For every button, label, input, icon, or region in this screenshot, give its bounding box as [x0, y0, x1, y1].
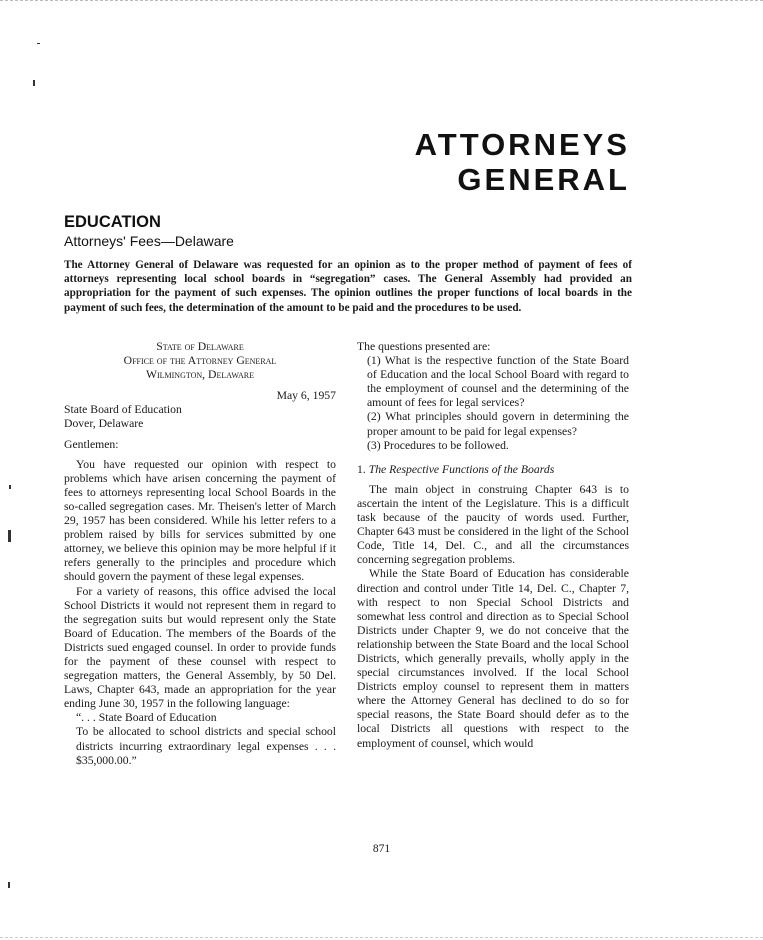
letter-date: May 6, 1957 [276, 389, 336, 403]
scan-edge-top [0, 0, 763, 1]
page-number: 871 [372, 843, 391, 855]
section-1-number: 1. [357, 462, 366, 476]
right-paragraph-2: While the State Board of Education has considerable direction and control under Title 14, Del. C., Chapter 7, with respect to non Special School Districts and somewhat less control and direction as to Special School Districts under Chapter 9, we do not conceive that the relationship between the State Board and the local School Districts, which generally prevails, wholly apply in the special circumstances involved. If the local School Districts employ counsel to represent them in matters where the Attorney General has declined to do so for special reasons, the State Board should defer as to the local Districts all questions with respect to the employment of counsel, which would [357, 567, 629, 750]
question-3: (3) Procedures to be followed. [367, 438, 509, 452]
subsection-heading: Attorneys' Fees—Delaware [64, 233, 234, 249]
section-heading: EDUCATION [64, 213, 161, 231]
questions-intro: The questions presented are: [357, 340, 491, 353]
right-column [357, 340, 629, 751]
scan-edge-bottom [0, 937, 763, 938]
question-2: (2) What principles should govern in determining the proper amount to be paid for legal expenses? [367, 410, 629, 438]
left-paragraph-1: You have requested our opinion with respect to problems which have arisen concerning the payment of fees to attorneys representing local School Boards in the so-called segregation cases. Mr. Theisen's letter of March 29, 1957 has been considered. While his letter refers to a problem raised by bills for services submitted by one attorney, we believe this opinion may be more helpful if it refers generally to the principles and procedure which should govern the payment of these legal expenses. [64, 457, 336, 584]
scan-speck [9, 485, 11, 489]
question-1: (1) What is the respective function of the State Board of Education and the local School Board with regard to the employment of counsel and the determining of the amount of fees for legal services? [367, 354, 629, 410]
header-title-line2: GENERAL [457, 162, 630, 197]
letterhead-line3: Wilmington, Delaware [145, 368, 255, 382]
scan-speck [8, 530, 11, 542]
header-title-line1: ATTORNEYS [414, 127, 630, 162]
addressee-line2: Dover, Delaware [64, 417, 144, 431]
letterhead-line1: State of Delaware [156, 340, 244, 353]
left-column [64, 340, 336, 768]
left-paragraph-2: For a variety of reasons, this office advised the local School Districts it would not represent them in regard to the segregation suits but would represent only the State Board of Education. The members of the Boards of the Districts sued engaged counsel. In order to provide funds for the payment of these counsel with respect to segregation matters, the General Assembly, by 50 Del. Laws, Chapter 643, made an appropriation for the year ending June 30, 1957 in the following language: [64, 584, 336, 711]
scan-speck [33, 80, 35, 86]
addressee-line1: State Board of Education [64, 403, 182, 417]
scan-speck [8, 882, 10, 888]
scan-speck [37, 43, 40, 44]
quote-line2: To be allocated to school districts and special school districts incurring extraordinary legal expenses . . . $35,000.00.” [76, 725, 336, 767]
quote-line1: “. . . State Board of Education [76, 711, 217, 725]
salutation: Gentlemen: [64, 437, 119, 451]
section-1-title: The Respective Functions of the Boards [368, 462, 555, 476]
letterhead-line2: Office of the Attorney General [123, 354, 277, 368]
summary-paragraph: The Attorney General of Delaware was requested for an opinion as to the proper method of payment of fees of attorneys representing local school boards in “segregation” cases. The General Assembly had provided an appropriation for the payment of such expenses. The opinion outlines the proper functions of local boards in the payment of such fees, the determination of the amount to be paid and the procedures to be used. [64, 259, 632, 314]
section-1-heading [357, 463, 629, 477]
right-paragraph-1: The main object in construing Chapter 643 is to ascertain the intent of the Legislature. This is a difficult task because of the paucity of words used. Further, Chapter 643 must be considered in the light of the School Code, Title 14, Del. C., and all the circumstances concerning segregation problems. [357, 482, 629, 567]
